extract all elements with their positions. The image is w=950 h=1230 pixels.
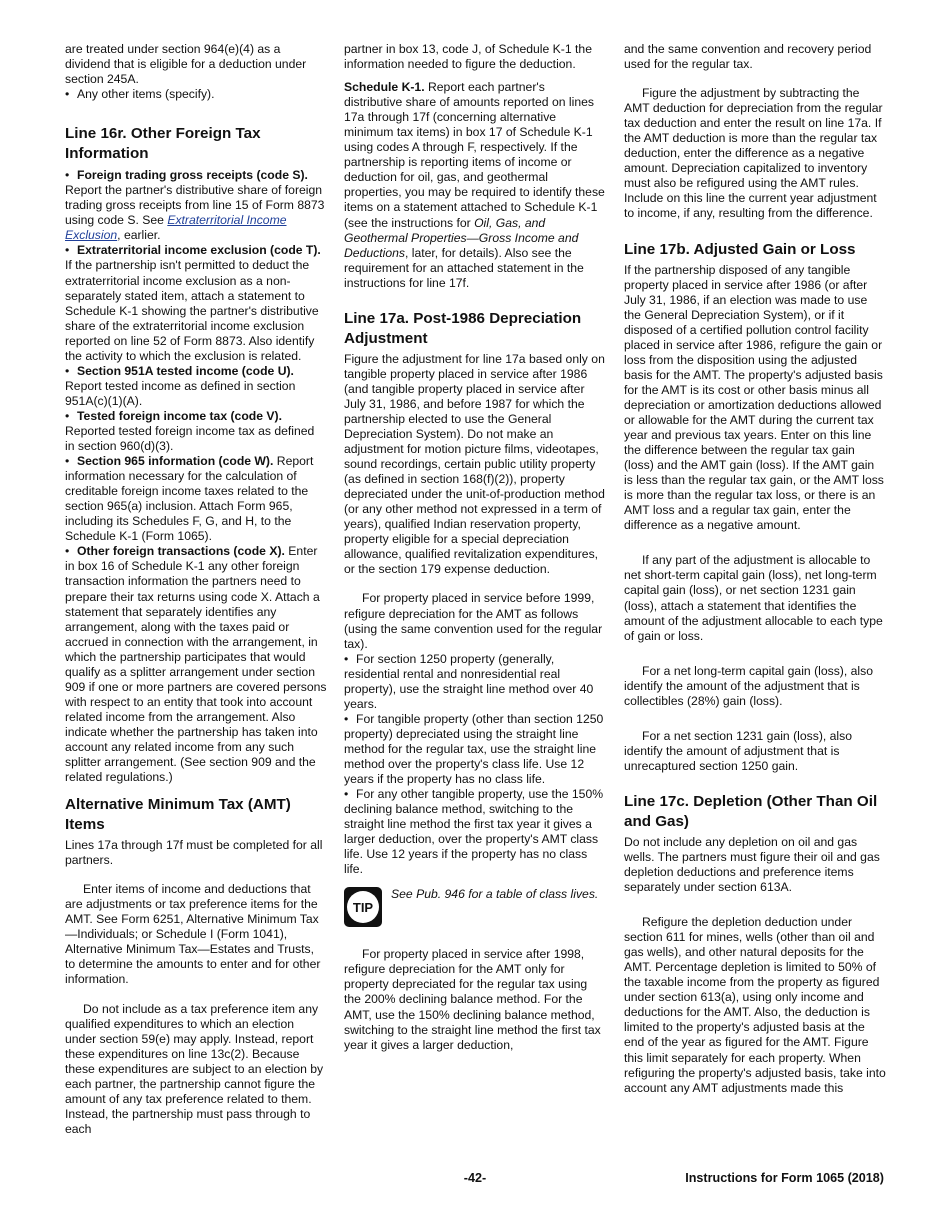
paragraph: are treated under section 964(e)(4) as a dividend that is eligible for a deduction under section 245A.: [65, 42, 307, 87]
paragraph: For a net long-term capital gain (loss), also identify the amount of the adjustment that is collectibles (28%) gain (loss).: [624, 663, 873, 708]
paragraph: Figure the adjustment by subtracting the AMT deduction for depreciation from the regular tax deduction and enter the result on line 17a. If the AMT deduction is more than the regular tax deduction, enter the difference as a negative amount. Depreciation capitalized to inventory must also be refigured using the AMT rules. Include on this line the current year adjustment to income, if any, resulting from the difference.: [624, 86, 883, 221]
section-heading: Line 16r. Other Foreign Tax Information: [65, 125, 261, 163]
bullet-icon: •: [65, 243, 70, 258]
bullet-item: • Tested foreign income tax (code V). Reported tested foreign income tax as defined in section 960(d)(3).: [65, 408, 315, 454]
paragraph: Do not include any depletion on oil and gas wells. The partners must figure their oil and gas depletion deductions and preference items separately under section 613A.: [624, 834, 880, 895]
section-heading: Line 17b. Adjusted Gain or Loss: [624, 240, 856, 258]
bullet-item: • For tangible property (other than section 1250 property) depreciated using the straight line method for the regular tax, use the straight line method over the property's class life. Use 12 years if the property has no class life.: [344, 711, 604, 787]
paragraph: Figure the adjustment for line 17a based only on tangible property placed in service after 1986 (and tangible property placed in service after July 31, 1986, and before 1987 for which the partnership elected to use the General Depreciation System). Do not make an adjustment for motion picture films, videotapes, sound recordings, certain public utility property (as defined in section 168(f)(2)), property depreciated under the unit-of-production method (or any other method not expressed in a term of years), qualified Indian reservation property, property eligible for a special depreciation allowance, qualified revitalization expenditures, or the section 179 expense deduction.: [344, 351, 605, 577]
tip-text: See Pub. 946 for a table of class lives.: [391, 887, 599, 902]
link-extraterritorial-income-exclusion[interactable]: Extraterritorial Income Exclusion: [65, 213, 287, 243]
page-number: -42-: [463, 1171, 487, 1185]
bullet-item: • Section 951A tested income (code U). Report tested income as defined in section 951A(c)(1)(A).: [65, 363, 296, 408]
bullet-item: • Foreign trading gross receipts (code S). Report the partner's distributive share of foreign trading gross receipts from line 15 of Form 8873 using code S. See Extraterritorial Income Exclusion, earlier.: [65, 168, 325, 243]
tip-callout: [344, 887, 606, 927]
paragraph: Lines 17a through 17f must be completed for all partners.: [65, 838, 323, 868]
bullet-icon: •: [65, 363, 70, 378]
bullet-item: • For any other tangible property, use the 150% declining balance method, switching to the straight line method the first tax year it gives a larger deduction, over the property's AMT class life. Use 12 years if the property has no class life.: [344, 787, 604, 877]
bullet-icon: •: [344, 711, 349, 726]
section-heading: Line 17c. Depletion (Other Than Oil and Gas): [624, 792, 878, 830]
bullet-item: • Extraterritorial income exclusion (code T). If the partnership isn't permitted to deduct the extraterritorial income exclusion as a non-separately stated item, attach a statement to Schedule K-1 showing the partner's distributive share of the extraterritorial income exclusion reported on line 52 of Form 8873. Also identify the activity to which the exclusion is related.: [65, 243, 321, 363]
bullet-icon: •: [65, 168, 70, 183]
paragraph: For property placed in service after 1998, refigure depreciation for the AMT only for property depreciated for the regular tax using the 200% declining balance method. For the AMT, use the 150% declining balance method, switching to the straight line method the first tax year it gives a larger deduction,: [344, 947, 601, 1052]
bullet-icon: •: [344, 651, 349, 666]
bullet-item: • Section 965 information (code W). Report information necessary for the calculation of creditable foreign income taxes related to the section 965(a) inclusion. Attach Form 965, including its Schedules F, G, and H, to the Schedule K-1 (Form 1065).: [65, 454, 314, 544]
document-title: Instructions for Form 1065 (2018): [685, 1171, 884, 1185]
bullet-icon: •: [65, 87, 70, 102]
paragraph: For a net section 1231 gain (loss), also identify the amount of adjustment that is unrecaptured section 1250 gain.: [624, 728, 853, 773]
bullet-item: • Any other items (specify).: [65, 87, 215, 102]
bullet-item: • For section 1250 property (generally, residential rental and nonresidential real property), use the straight line method over 40 years.: [344, 651, 594, 711]
paragraph: If any part of the adjustment is allocable to net short-term capital gain (loss), net long-term capital gain (loss), or net section 1231 gain (loss), attach a statement that identifies the amount of the adjustment allocable to each type of gain or loss.: [624, 553, 883, 643]
paragraph: For property placed in service before 1999, refigure depreciation for the AMT as follows (using the same convention used for the regular tax).: [344, 591, 603, 651]
paragraph: Do not include as a tax preference item any qualified expenditures to which an election under section 59(e) may apply. Instead, report these expenditures on line 13c(2). Because these expenditures are subject to an election by each partner, the partnership cannot figure the amount of any tax preference related to them. Instead, the partnership must pass through to each: [65, 1001, 324, 1136]
paragraph: partner in box 13, code J, of Schedule K-1 the information needed to figure the deduction.: [344, 42, 592, 72]
paragraph: Refigure the depletion deduction under section 611 for mines, wells (other than oil and gas wells), and other natural deposits for the AMT. Percentage depletion is limited to 50% of the taxable income from the property as figured under section 613(a), using only income and deductions for the AMT. Also, the deduction is limited to the property's adjusted basis at the end of the year as figured for the AMT. Figure this limit separately for each property. When refiguring the property's adjusted basis, take into account any AMT adjustments made this: [624, 915, 886, 1095]
paragraph: If the partnership disposed of any tangible property placed in service after 1986 (or after July 31, 1986, if an election was made to use the General Depreciation System), or if it disposed of a certified pollution control facility placed in service after 1986, refigure the gain or loss from the disposition using the adjusted basis for the AMT. The property's adjusted basis for the AMT is its cost or other basis minus all depreciation or amortization deductions allowed or allowable for the AMT during the current tax year and previous tax years. Enter on this line the difference between the regular tax gain (loss) and the AMT gain (loss). If the AMT gain is less than the regular tax gain, or the AMT loss is more than the regular tax loss, or there is an AMT loss and a regular tax gain, enter the difference as a negative amount.: [624, 262, 884, 533]
bullet-icon: •: [65, 544, 70, 559]
bullet-icon: •: [65, 454, 70, 469]
column-2: [344, 42, 606, 1053]
bullet-icon: •: [65, 408, 70, 423]
column-1: [65, 42, 327, 1137]
paragraph: Schedule K-1. Report each partner's distributive share of amounts reported on lines 17a through 17f (concerning alternative minimum tax items) in box 17 of Schedule K-1 using codes A through F, respectively. If the partnership is reporting items of income or deduction for oil, gas, and geothermal properties, you may be required to identify these items on a statement attached to Schedule K-1 (see the instructions for Oil, Gas, and Geothermal Properties—Gross Income and Deductions, later, for details). Also see the requirement for an attached statement in the instructions for line 17f.: [344, 80, 605, 290]
tip-label: TIP: [347, 891, 379, 923]
bullet-icon: •: [344, 787, 349, 802]
section-heading: Line 17a. Post-1986 Depreciation Adjustment: [344, 309, 582, 347]
column-3: [624, 42, 886, 1096]
paragraph: and the same convention and recovery period used for the regular tax.: [624, 42, 872, 72]
bullet-item: • Other foreign transactions (code X). Enter in box 16 of Schedule K-1 any other foreign transaction information the partners need to prepare their tax returns using code X. Attach a statement that separately identifies any arrangement, along with the taxes paid or accrued in connection with the arrangement, in which the partnership participates that would qualify as a splitter arrangement under section 909 if one or more partners are covered persons with respect to an entity that took into account related income from the arrangement. Also indicate whether the partnership has taken into account any related income from any such splitter arrangement. (See section 909 and the related regulations.): [65, 544, 327, 785]
section-heading: Alternative Minimum Tax (AMT) Items: [65, 796, 291, 834]
tip-icon: [344, 887, 382, 927]
paragraph: Enter items of income and deductions that are adjustments or tax preference items for the AMT. See Form 6251, Alternative Minimum Tax—Individuals; or Schedule I (Form 1041), Alternative Minimum Tax—Estates and Trusts, to determine the amounts to enter and for other information.: [65, 882, 321, 987]
